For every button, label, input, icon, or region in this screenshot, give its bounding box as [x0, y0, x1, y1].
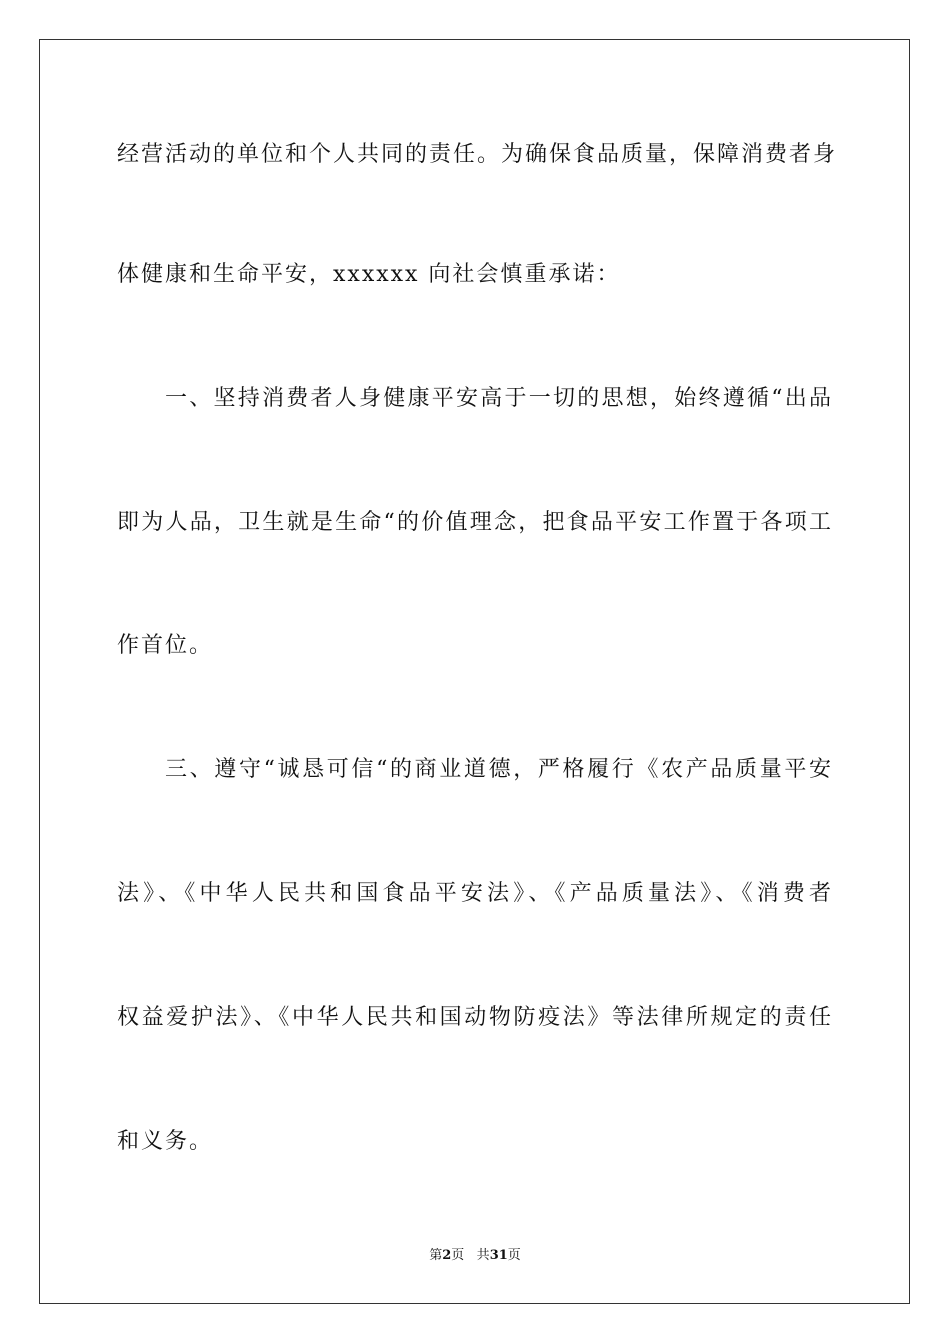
total-prefix: 共 [476, 1248, 490, 1263]
page-border [39, 39, 910, 1304]
paragraph-line: 一、坚持消费者人身健康平安高于一切的思想，始终遵循“出品 [165, 386, 833, 411]
paragraph-line: 三、遵守“诚恳可信“的商业道德，严格履行《农产品质量平安 [165, 757, 833, 782]
paragraph-line: 作首位。 [117, 633, 214, 658]
paragraph-line: 法》、《中华人民共和国食品平安法》、《产品质量法》、《消费者 [117, 881, 833, 906]
paragraph-line: 即为人品，卫生就是生命“的价值理念，把食品平安工作置于各项工 [117, 510, 833, 535]
paragraph-line: 体健康和生命平安，xxxxxx 向社会慎重承诺： [117, 262, 621, 287]
paragraph-line: 经营活动的单位和个人共同的责任。为确保食品质量，保障消费者身 [117, 142, 838, 167]
paragraph-line: 权益爱护法》、《中华人民共和国动物防疫法》等法律所规定的责任 [117, 1005, 833, 1030]
page-footer [0, 1247, 950, 1265]
page-prefix: 第 [429, 1248, 443, 1263]
page-suffix: 页 [451, 1248, 465, 1263]
page-number: 2 [442, 1248, 452, 1263]
paragraph-line: 和义务。 [117, 1129, 214, 1154]
total-suffix: 页 [507, 1248, 521, 1263]
total-pages: 31 [489, 1248, 508, 1263]
